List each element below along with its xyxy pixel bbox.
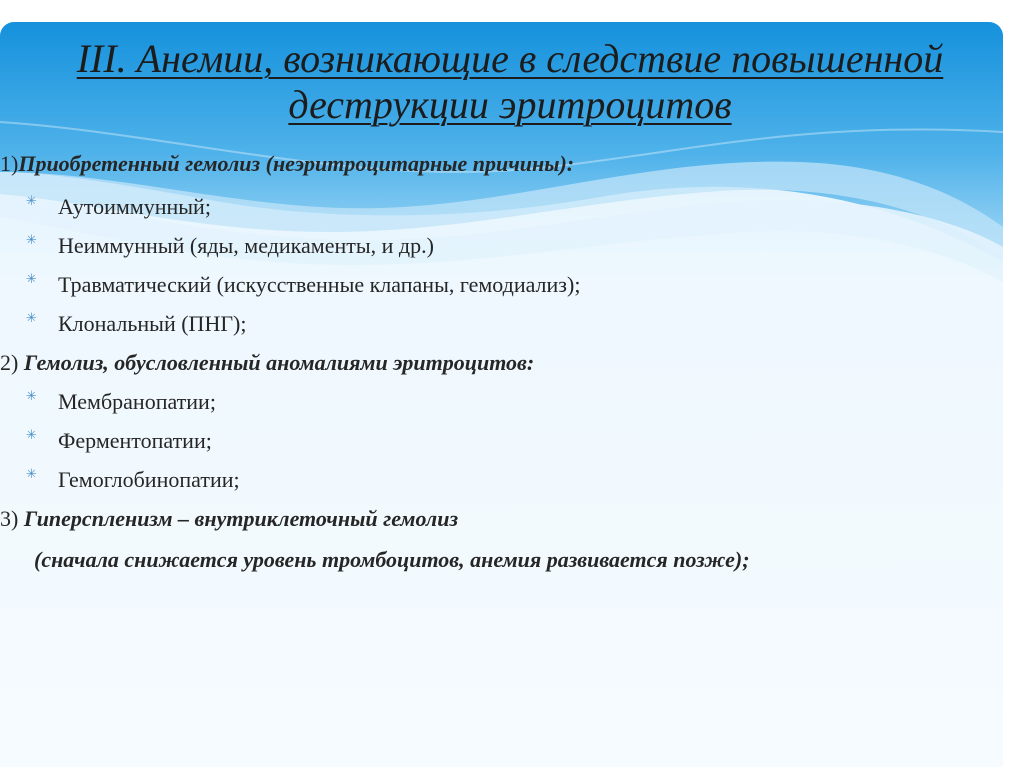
asterisk-bullet-icon: ✳ [26, 194, 37, 209]
section-title: Гиперспленизм – внутриклеточный гемолиз [23, 506, 459, 531]
section-title: Приобретенный гемолиз (неэритроцитарные причины): [18, 151, 575, 176]
note-text: (сначала снижается уровень тромбоцитов, анемия развивается позже); [34, 547, 750, 572]
asterisk-bullet-icon: ✳ [26, 272, 37, 287]
list-item-text: Неиммунный (яды, медикаменты, и др.) [58, 233, 434, 258]
list-item-text: Мембранопатии; [58, 389, 216, 414]
section-number: 1) [0, 151, 19, 176]
section-3-heading [0, 505, 458, 533]
section-title: Гемолиз, обусловленный аномалиями эритроцитов: [23, 350, 535, 375]
list-item-text: Гемоглобинопатии; [58, 467, 240, 492]
section-1-heading [0, 150, 574, 178]
section-number: 2) [0, 350, 19, 375]
asterisk-bullet-icon: ✳ [26, 389, 37, 404]
list-item-text: Клональный (ПНГ); [58, 311, 247, 336]
asterisk-bullet-icon: ✳ [26, 428, 37, 443]
asterisk-bullet-icon: ✳ [26, 467, 37, 482]
list-item-text: Аутоиммунный; [58, 194, 211, 219]
section-3-note [34, 546, 750, 574]
list-item-text: Травматический (искусственные клапаны, гемодиализ); [58, 272, 581, 297]
asterisk-bullet-icon: ✳ [26, 311, 37, 326]
list-item-text: Ферментопатии; [58, 428, 212, 453]
asterisk-bullet-icon: ✳ [26, 233, 37, 248]
section-number: 3) [0, 506, 19, 531]
slide-title: III. Анемии, возникающие в следствие повышенной деструкции эритроцитов [76, 36, 944, 127]
section-2-heading [0, 349, 534, 377]
slide [0, 22, 1003, 767]
